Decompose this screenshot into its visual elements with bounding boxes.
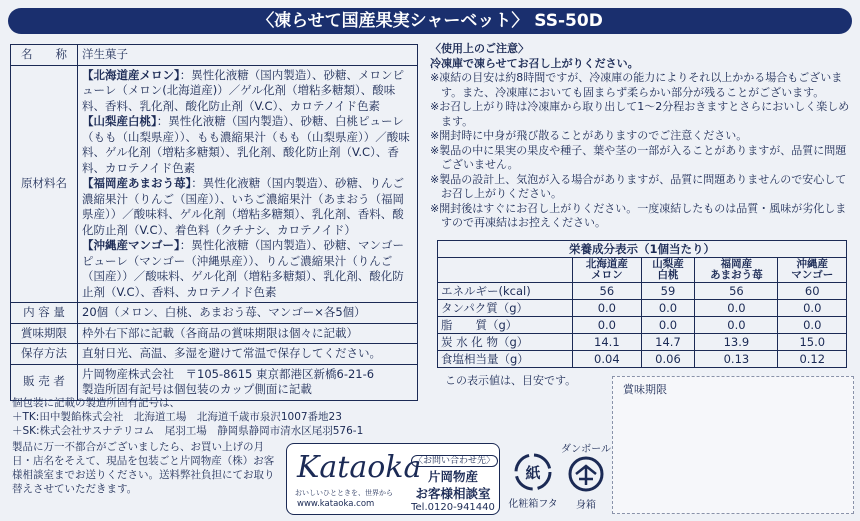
nutrition-value: 0.0 [778,300,847,317]
company-url[interactable]: www.kataoka.com [297,499,375,509]
nutrition-row [438,317,847,334]
ingredient-strawberry: 【福岡産あまおう苺】：異性化液糖（国内製造）、砂糖、りんご濃縮果汁（りんご（国産））、いちご濃縮果汁（あまおう（福岡県産））／酸味料、ゲル化剤（増粘多糖類）、乳化剤、香料、酸化防止剤（V.C）、着色料（クチナシ、カロテノイド） [82,176,404,237]
nutrition-value: 0.13 [695,351,778,368]
ingredient-melon: 【北海道産メロン】：異性化液糖（国内製造）、砂糖、メロンピューレ（メロン(北海道産)）／ゲル化剤（増粘多糖類）、酸味料、香料、乳化剤、酸化防止剤（V.C）、カロテノイド色素 [82,67,404,113]
nutrition-value: 0.0 [778,317,847,334]
nutrition-title: 栄養成分表示（1個当たり） [438,241,847,258]
nutrition-value: 0.0 [641,300,695,317]
paper-recycle-mark [508,452,558,510]
nutrition-col-header: 北海道産 メロン [573,258,641,283]
cardboard-label-bottom: 身箱 [576,500,596,511]
nutrition-note: この表示値は、目安です。 [445,374,577,387]
expiry-value: 枠外右下部に記載（各商品の賞味期限は個々に記載） [78,323,418,344]
usage-bold: 冷凍庫で凍らせてお召し上がりください。 [430,56,639,70]
recall-notice: 製品に万一不都合がございましたら、お買い上げの月日・店名をそえて、現品を包装ごと片岡物産（株）お客様相談室までお送りください。送料弊社負担にてお取り替えさせていただきます。 [12,441,275,495]
storage-label: 保存方法 [11,344,78,365]
nutrition-value: 0.06 [641,351,695,368]
best-before-label: 賞味期限 [623,383,667,396]
paper-recycle-icon [513,452,553,492]
nutrition-value: 0.0 [573,317,641,334]
usage-item: ※製品の中に果実の果皮や種子、葉や茎の一部が入ることがありますが、品質に問題ございません。 [430,143,847,171]
nutrition-col-header: 沖縄産 マンゴー [778,258,847,283]
nutrition-row-label: 炭 水 化 物（g） [438,334,573,351]
nutrition-col-header: 山梨産 白桃 [641,258,695,283]
manufacturer-note-tk: ＋TK:田中製餡株式会社 北海道工場 北海道千歳市泉沢1007番地23 [12,411,342,423]
ingredient-mango: 【沖縄産マンゴー】：異性化液糖（国内製造）、砂糖、マンゴーピューレ（マンゴー（沖縄県産））、りんご濃縮果汁（りんご（国産））／酸味料、ゲル化剤（増粘多糖類）、乳化剤、酸化防止剤（V.C）、香料、カロテノイド色素 [82,238,404,299]
contact-name-1: 片岡物産 [427,469,478,484]
nutrition-value: 56 [573,283,641,300]
nutrition-col-header: 福岡産 あまおう苺 [695,258,778,283]
nutrition-value: 14.7 [641,334,695,351]
product-title-banner: 〈凍らせて国産果実シャーベット〉 SS-50D [8,8,852,34]
nutrition-value: 0.0 [695,317,778,334]
contact-tel: Tel.0120-941440 [411,502,495,513]
nutrition-row-label: 脂 質（g） [438,317,573,334]
usage-title: 〈使用上のご注意〉 [430,42,529,55]
kataoka-logo: Kataoka [297,450,422,485]
cardboard-label-top: ダンボール [561,444,611,455]
nutrition-table [437,240,847,368]
contact-info [411,448,495,513]
usage-item: ※凍結の目安は約8時間ですが、冷凍庫の能力によりそれ以上かかる場合もございます。また、冷凍庫においても固まらず柔らかい部分が残ることがございます。 [430,71,843,99]
nutrition-row-label: タンパク質（g） [438,300,573,317]
paper-recycle-label: 化粧箱フタ [508,499,558,510]
seller-label: 販 売 者 [11,364,78,400]
nutrition-value: 15.0 [778,334,847,351]
nutrition-value: 14.1 [573,334,641,351]
ingredient-peach: 【山梨産白桃】：異性化液糖（国内製造）、砂糖、白桃ピューレ（もも（山梨県産））、もも濃縮果汁（もも（山梨県産））／酸味料、ゲル化剤（増粘多糖類）、乳化剤、酸化防止剤（V.C）、香料、カロテノイド色素 [82,114,410,175]
nutrition-value: 0.04 [573,351,641,368]
cardboard-recycle-icon [566,455,606,493]
cardboard-recycle-mark [556,440,616,511]
contact-name-2: お客様相談室 [415,486,491,501]
best-before-box [612,376,854,514]
nutrition-value: 59 [641,283,695,300]
nutrition-value: 13.9 [695,334,778,351]
contents-value: 20個（メロン、白桃、あまおう苺、マンゴー×各5個） [78,303,418,324]
product-info-table [10,44,418,401]
usage-notes [430,42,850,231]
nutrition-row [438,334,847,351]
nutrition-row-label: 食塩相当量（g） [438,351,573,368]
expiry-label: 賞味期限 [11,323,78,344]
svg-text:紙: 紙 [525,464,541,482]
nutrition-value: 0.0 [641,317,695,334]
storage-value: 直射日光、高温、多湿を避けて常温で保存してください。 [78,344,418,365]
nutrition-row [438,300,847,317]
contact-label: 〈お問い合わせ先〉 [411,455,498,467]
ingredients-cell [78,65,418,303]
usage-item: ※製品の設計上、気泡が入る場合がありますが、品質に問題ありませんので安心してお召し上がりください。 [430,172,847,200]
manufacturer-note-intro: 個包装に記載の製造所固有記号は、 [12,397,180,409]
logo-tagline: おいしいひとときを、世界から [295,489,393,497]
nutrition-value: 56 [695,283,778,300]
nutrition-value: 0.0 [695,300,778,317]
contents-label: 内 容 量 [11,303,78,324]
nutrition-value: 0.0 [573,300,641,317]
company-contact-box [286,443,500,515]
usage-item: ※お召し上がり時は冷凍庫から取り出して1～2分程おきますとさらにおいしく楽しめます。 [430,100,850,128]
usage-item: ※開封後はすぐにお召し上がりください。一度凍結したものは品質・風味が劣化しますので再凍結はお控えください。 [430,201,847,229]
seller-value: 片岡物産株式会社 〒105-8615 東京都港区新橋6-21-6 製造所固有記号は個包装のカップ側面に記載 [78,364,418,400]
ingredients-label: 原材料名 [11,65,78,303]
nutrition-row [438,283,847,300]
name-label: 名 称 [11,45,78,66]
nutrition-header-row [438,258,847,283]
usage-item: ※開封時に中身が飛び散ることがありますのでご注意ください。 [430,129,748,142]
name-value: 洋生菓子 [78,45,418,66]
nutrition-row-label: エネルギー(kcal) [438,283,573,300]
nutrition-row [438,351,847,368]
nutrition-value: 0.12 [778,351,847,368]
nutrition-value: 60 [778,283,847,300]
manufacturer-note-sk: ＋SK:株式会社サスナテリコム 尾羽工場 静岡県静岡市清水区尾羽576-1 [12,425,364,437]
